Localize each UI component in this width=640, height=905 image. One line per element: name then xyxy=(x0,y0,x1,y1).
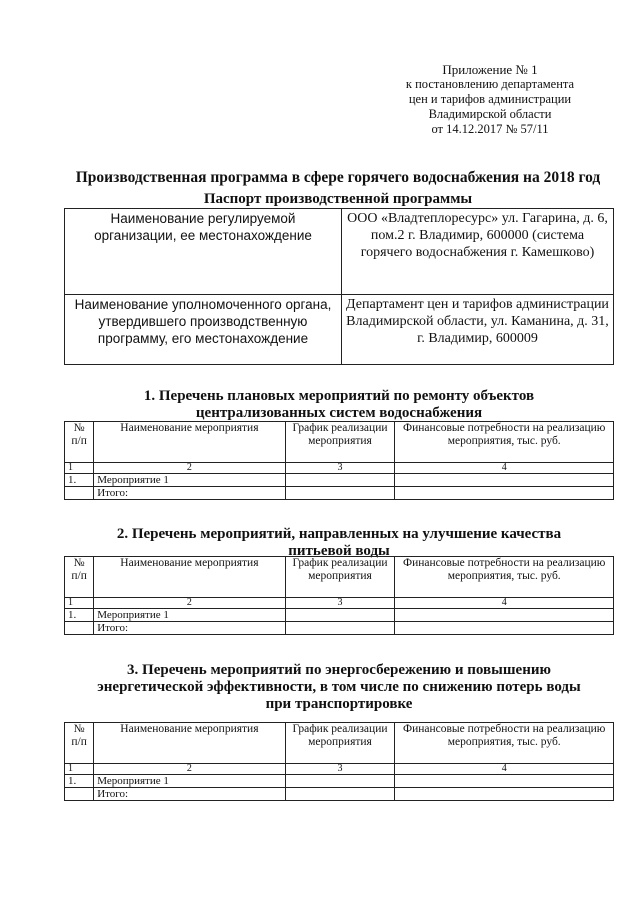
row-finance xyxy=(395,788,614,801)
row-number: 1. xyxy=(65,775,94,788)
col-name-header: Наименование мероприятия xyxy=(94,723,285,764)
passport-label: Наименование уполномоченного органа, утвердившего производственную программу, его местонахождение xyxy=(65,295,342,365)
row-number xyxy=(65,622,94,635)
document-title: Производственная программа в сфере горячего водоснабжения на 2018 год xyxy=(75,169,601,186)
section-1-table xyxy=(64,421,614,500)
passport-title: Паспорт производственной программы xyxy=(203,191,473,207)
col-number: 3 xyxy=(285,598,395,609)
row-name: Мероприятие 1 xyxy=(94,775,285,788)
table-header-row xyxy=(65,557,614,598)
passport-label: Наименование регулируемой организации, ее местонахождение xyxy=(65,209,342,295)
appendix-header xyxy=(390,62,590,137)
col-number: 1 xyxy=(65,598,94,609)
section-title-line: централизованных систем водоснабжения xyxy=(195,405,483,421)
col-num-header: № п/п xyxy=(65,723,94,764)
col-number: 1 xyxy=(65,463,94,474)
appendix-line: к постановлению департамента xyxy=(405,77,575,91)
row-total-label: Итого: xyxy=(94,788,285,801)
col-number: 3 xyxy=(285,764,395,775)
row-number: 1. xyxy=(65,474,94,487)
table-number-row xyxy=(65,463,614,474)
appendix-line: от 14.12.2017 № 57/11 xyxy=(431,122,549,136)
section-title-line: энергетической эффективности, в том числе по снижению потерь воды xyxy=(97,679,581,695)
row-finance xyxy=(395,775,614,788)
row-name: Мероприятие 1 xyxy=(94,474,285,487)
table-total-row xyxy=(65,622,614,635)
col-schedule-header: График реализации мероприятия xyxy=(285,723,395,764)
section-title-line: при транспортировке xyxy=(265,696,413,712)
row-schedule xyxy=(285,474,395,487)
col-finance-header: Финансовые потребности на реализацию мероприятия, тыс. руб. xyxy=(395,422,614,463)
section-3-title xyxy=(64,662,614,713)
row-schedule xyxy=(285,622,395,635)
col-name-header: Наименование мероприятия xyxy=(94,557,285,598)
col-finance-header: Финансовые потребности на реализацию мероприятия, тыс. руб. xyxy=(395,723,614,764)
col-number: 2 xyxy=(94,598,285,609)
section-title-line: питьевой воды xyxy=(288,543,390,559)
section-2-table xyxy=(64,556,614,635)
col-number: 4 xyxy=(395,764,614,775)
col-number: 1 xyxy=(65,764,94,775)
row-schedule xyxy=(285,609,395,622)
table-row xyxy=(65,609,614,622)
section-1-title xyxy=(64,388,614,422)
table-number-row xyxy=(65,764,614,775)
appendix-line: Приложение № 1 xyxy=(442,62,538,77)
col-num-header: № п/п xyxy=(65,557,94,598)
passport-value: ООО «Владтеплоресурс» ул. Гагарина, д. 6, пом.2 г. Владимир, 600000 (система горячего водоснабжения г. Камешково) xyxy=(342,209,614,295)
section-title-line: 2. Перечень мероприятий, направленных на улучшение качества xyxy=(116,526,562,542)
row-number: 1. xyxy=(65,609,94,622)
table-row xyxy=(65,474,614,487)
row-number xyxy=(65,788,94,801)
passport-row xyxy=(65,295,614,365)
table-header-row xyxy=(65,723,614,764)
section-3-table xyxy=(64,722,614,801)
col-number: 3 xyxy=(285,463,395,474)
row-total-label: Итого: xyxy=(94,487,285,500)
row-schedule xyxy=(285,487,395,500)
row-finance xyxy=(395,609,614,622)
table-row xyxy=(65,775,614,788)
row-name: Мероприятие 1 xyxy=(94,609,285,622)
col-schedule-header: График реализации мероприятия xyxy=(285,422,395,463)
col-number: 4 xyxy=(395,463,614,474)
col-name-header: Наименование мероприятия xyxy=(94,422,285,463)
row-total-label: Итого: xyxy=(94,622,285,635)
table-total-row xyxy=(65,487,614,500)
appendix-line: цен и тарифов администрации xyxy=(408,92,572,106)
section-title-line: 1. Перечень плановых мероприятий по ремонту объектов xyxy=(143,388,535,404)
passport-table xyxy=(64,208,614,365)
col-finance-header: Финансовые потребности на реализацию мероприятия, тыс. руб. xyxy=(395,557,614,598)
row-finance xyxy=(395,622,614,635)
passport-row xyxy=(65,209,614,295)
row-finance xyxy=(395,487,614,500)
table-number-row xyxy=(65,598,614,609)
col-num-header: № п/п xyxy=(65,422,94,463)
col-number: 2 xyxy=(94,764,285,775)
col-number: 4 xyxy=(395,598,614,609)
table-total-row xyxy=(65,788,614,801)
passport-value: Департамент цен и тарифов администрации Владимирской области, ул. Каманина, д. 31, г. Владимир, 600009 xyxy=(342,295,614,365)
row-schedule xyxy=(285,775,395,788)
row-schedule xyxy=(285,788,395,801)
section-title-line: 3. Перечень мероприятий по энергосбережению и повышению xyxy=(127,662,551,678)
row-number xyxy=(65,487,94,500)
col-number: 2 xyxy=(94,463,285,474)
section-2-title xyxy=(64,526,614,560)
row-finance xyxy=(395,474,614,487)
col-schedule-header: График реализации мероприятия xyxy=(285,557,395,598)
table-header-row xyxy=(65,422,614,463)
appendix-line: Владимирской области xyxy=(428,107,552,121)
